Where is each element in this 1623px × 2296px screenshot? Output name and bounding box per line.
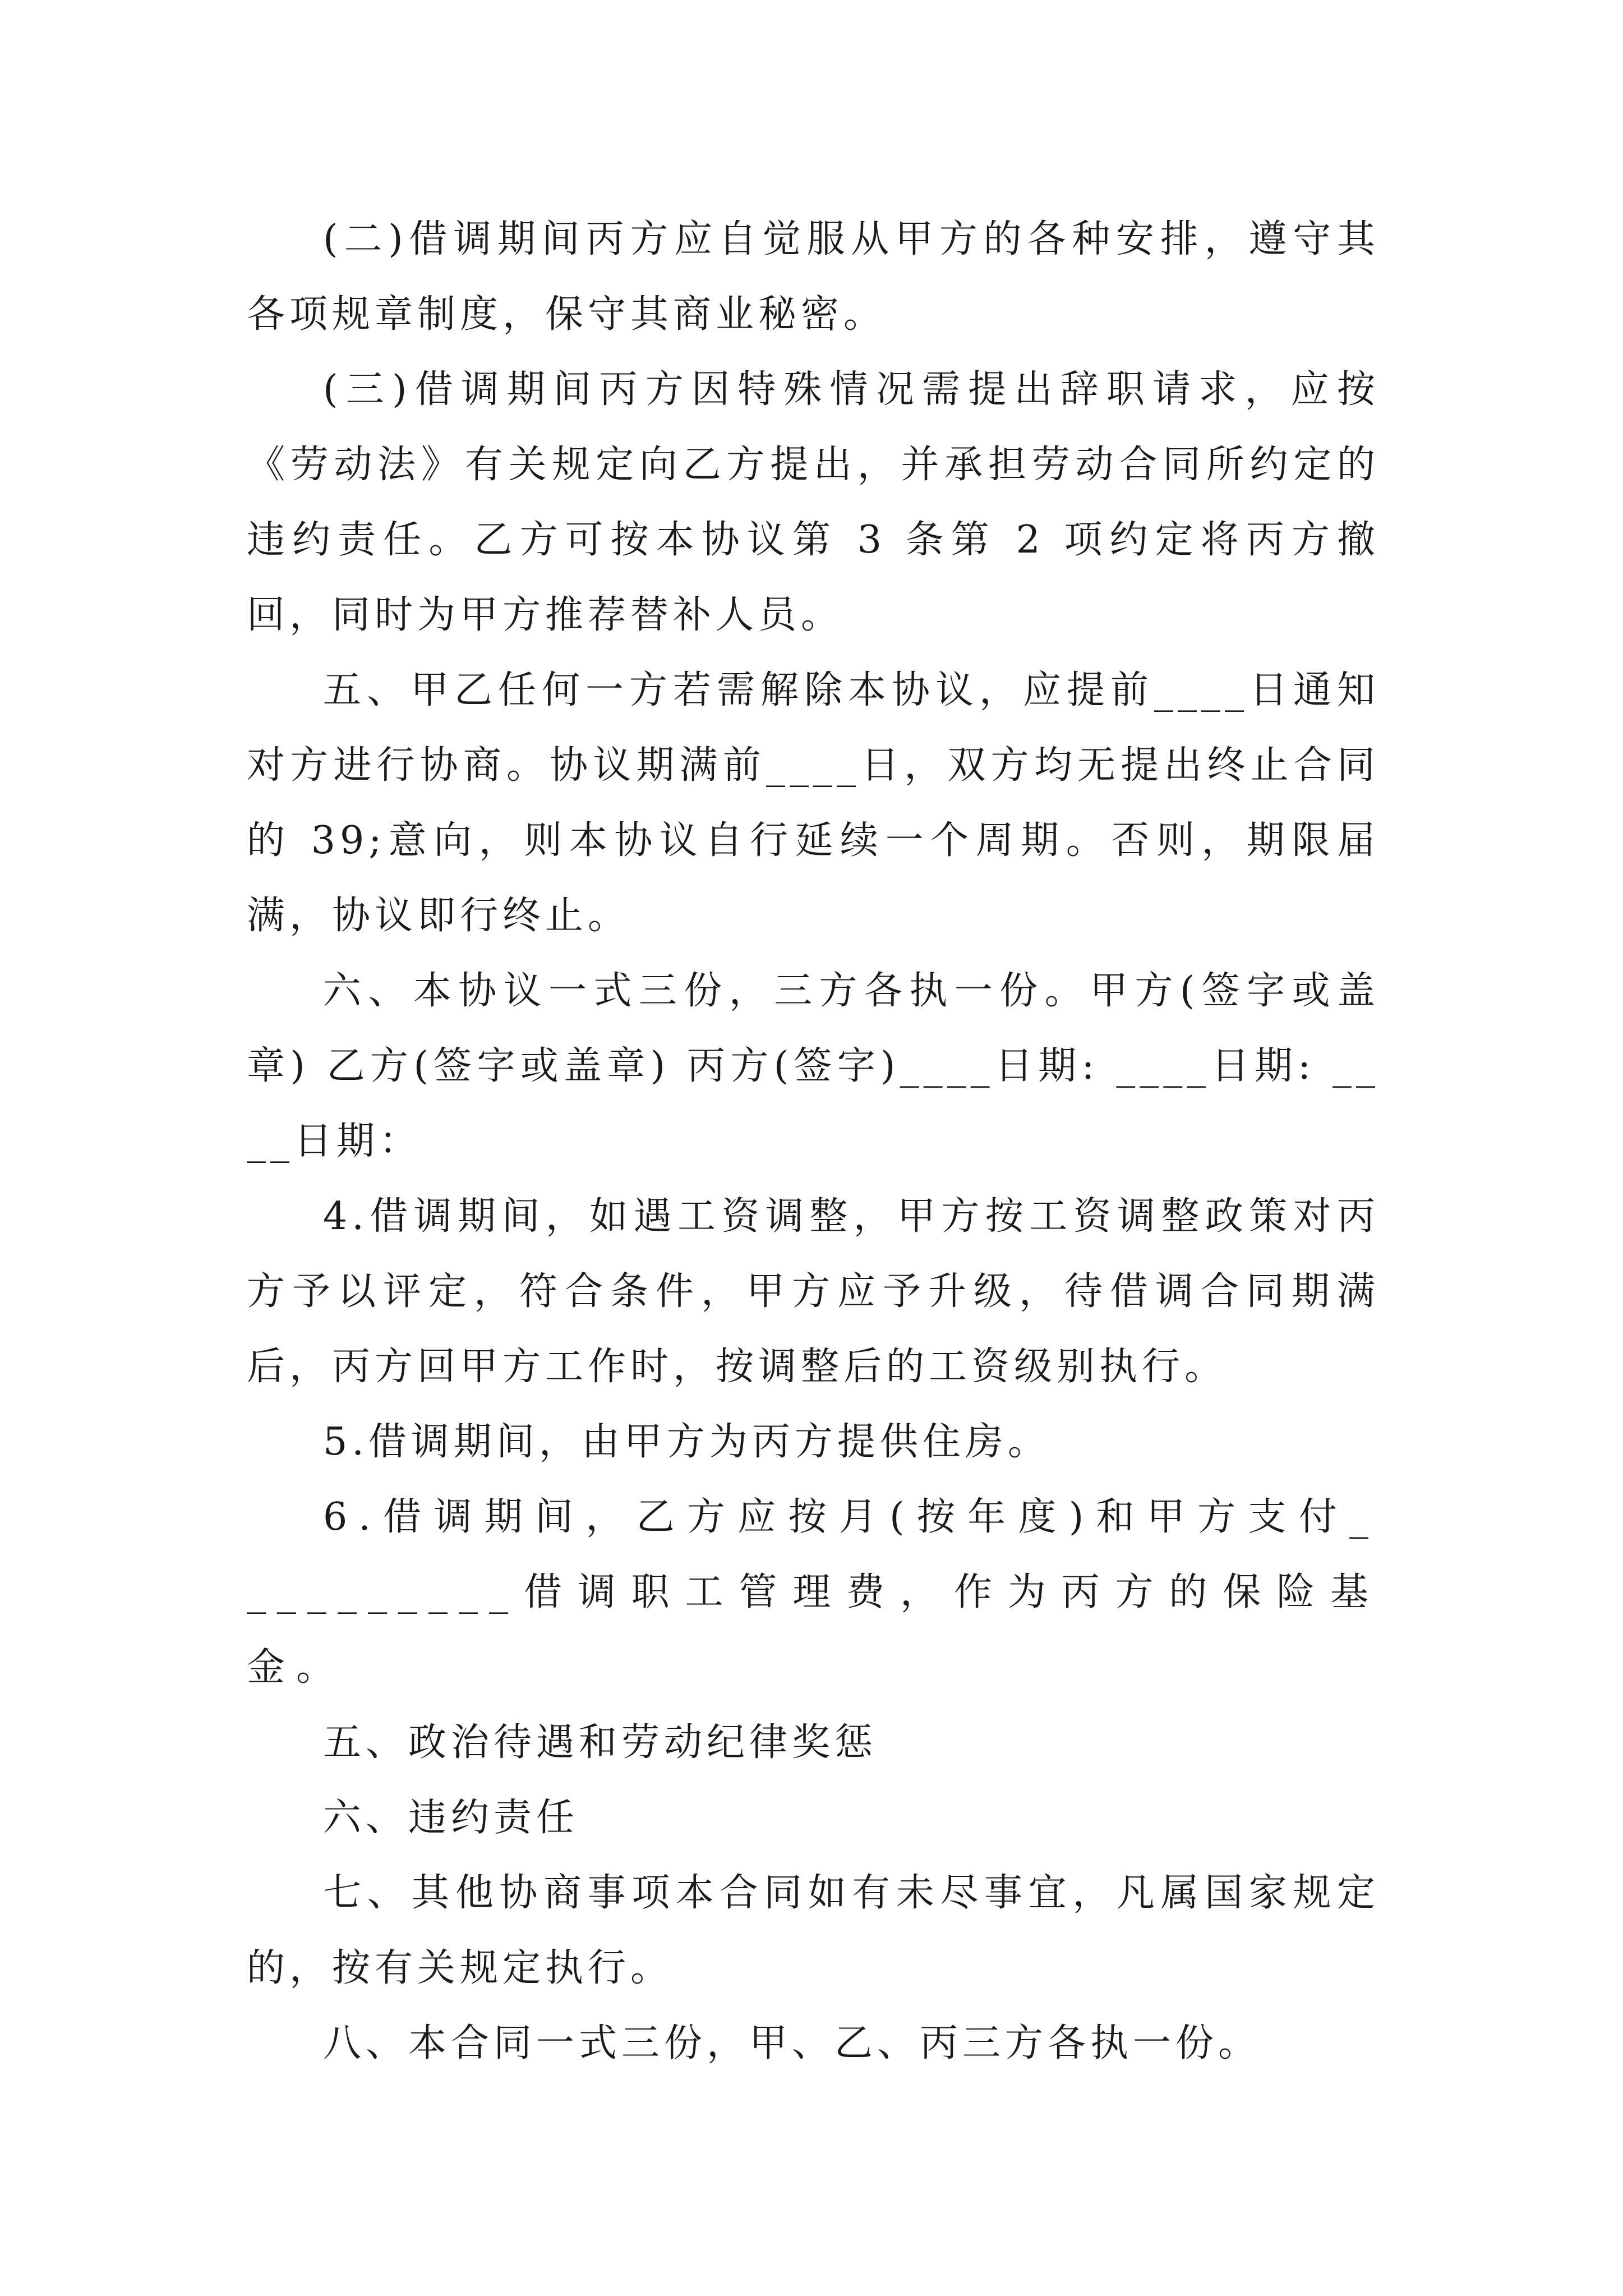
heading-section-6: 六、违约责任 (323, 1796, 579, 1840)
paragraph-item-5: 5.借调期间，由甲方为丙方提供住房。 (323, 1420, 1050, 1464)
paragraph-clause-3: (三)借调期间丙方因特殊情况需提出辞职请求，应按《劳动法》有关规定向乙方提出，并承担劳动合同所约定的违约责任。乙方可按本协议第 3 条第 2 项约定将丙方撤回，同时为甲方推荐替补人员。 (247, 367, 1380, 637)
paragraph-signatures: 六、本协议一式三份，三方各执一份。甲方(签字或盖章) 乙方(签字或盖章) 丙方(签字)____日期: ____日期: ____日期： (247, 969, 1380, 1163)
paragraph-clause-2: (二)借调期间丙方应自觉服从甲方的各种安排，遵守其各项规章制度，保守其商业秘密。 (247, 217, 1380, 337)
paragraph-section-8: 八、本合同一式三份，甲、乙、丙三方各执一份。 (323, 2021, 1261, 2065)
paragraph-item-4: 4.借调期间，如遇工资调整，甲方按工资调整政策对丙方予以评定，符合条件，甲方应予升级，待借调合同期满后，丙方回甲方工作时，按调整后的工资级别执行。 (247, 1194, 1380, 1389)
heading-section-5: 五、政治待遇和劳动纪律奖惩 (323, 1720, 878, 1765)
paragraph-termination: 五、甲乙任何一方若需解除本协议，应提前____日通知对方进行协商。协议期满前____日，双方均无提出终止合同的 39;意向，则本协议自行延续一个周期。否则，期限届满，协议即行终止。 (247, 668, 1380, 938)
paragraph-section-7: 七、其他协商事项本合同如有未尽事宜，凡属国家规定的，按有关规定执行。 (247, 1871, 1380, 1990)
document-body (247, 202, 1380, 2081)
paragraph-item-6: 6.借调期间，乙方应按月(按年度)和甲方支付__________借调职工管理费，作为丙方的保险基金。 (247, 1495, 1380, 1690)
